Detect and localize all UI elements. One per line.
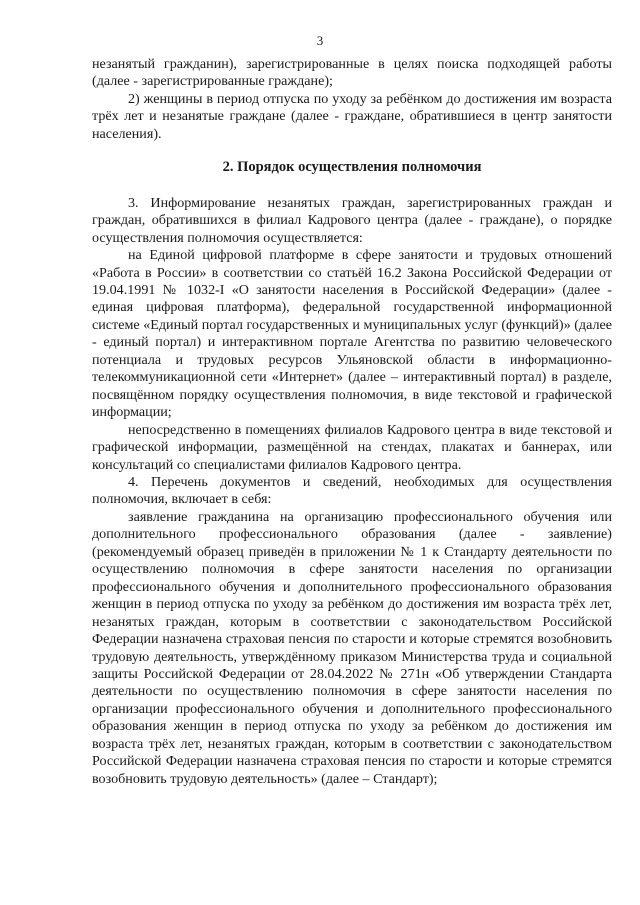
section-heading: 2. Порядок осуществления полномочия <box>222 159 482 176</box>
page-number: 3 <box>316 33 324 48</box>
paragraph-digital-platform: на Единой цифровой платформе в сфере занятости и трудовых отношений «Работа в России» в соответствии со статьёй 16.2 Закона Российской Федерации от 19.04.1991 № 1032-I «О занятости населения в Российской Федерации» (далее - единая цифровая платформа), федеральной государственной информационной системе «Единый портал государственных и муниципальных услуг (функций)» (далее - единый портал) и интерактивном портале Агентства по развитию человеческого потенциала и трудовых ресурсов Ульяновской области в информационно-телекоммуникационной сети «Интернет» (далее – интерактивный портал) в разделе, посвящённом порядку осуществления полномочия, в виде текстовой и графической информации; <box>92 247 612 421</box>
document-body <box>92 56 612 788</box>
paragraph-application: заявление гражданина на организацию профессионального обучения или дополнительного профессионального образования (далее - заявление) (рекомендуемый образец приведён в приложении № 1 к Стандарту деятельности по осуществлению полномочия в сфере занятости населения по организации профессионального обучения и дополнительного профессионального образования женщин в период отпуска по уходу за ребёнком до достижения им возраста трёх лет, незанятых граждан, которым в соответствии с законодательством Российской Федерации назначена страховая пенсия по старости и которые стремятся возобновить трудовую деятельность, утверждённому приказом Министерства труда и социальной защиты Российской Федерации от 28.04.2022 № 271н «Об утверждении Стандарта деятельности по осуществлению полномочия в сфере занятости населения по организации профессионального обучения и дополнительного профессионального образования женщин в период отпуска по уходу за ребёнком до достижения им возраста трёх лет, незанятых граждан, которым в соответствии с законодательством Российской Федерации назначена страховая пенсия по старости и которые стремятся возобновить трудовую деятельность» (далее – Стандарт); <box>92 508 612 787</box>
paragraph-list-item-2: 2) женщины в период отпуска по уходу за ребёнком до достижения им возраста трёх лет и незанятые граждане (далее - граждане, обратившиеся в центр занятости населения). <box>92 90 612 142</box>
paragraph-item-3: 3. Информирование незанятых граждан, зарегистрированных граждан и граждан, обратившихся в филиал Кадрового центра (далее - граждане), о порядке осуществления полномочия осуществляется: <box>92 194 612 246</box>
paragraph-item-4: 4. Перечень документов и сведений, необходимых для осуществления полномочия, включает в себя: <box>92 473 612 508</box>
paragraph-continuation: незанятый гражданин), зарегистрированные в целях поиска подходящей работы (далее - зарегистрированные граждане); <box>92 56 612 90</box>
paragraph-branch-premises: непосредственно в помещениях филиалов Кадрового центра в виде текстовой и графической информации, размещённой на стендах, плакатах и баннерах, или консультаций со специалистами филиалов Кадрового центра. <box>92 421 612 473</box>
